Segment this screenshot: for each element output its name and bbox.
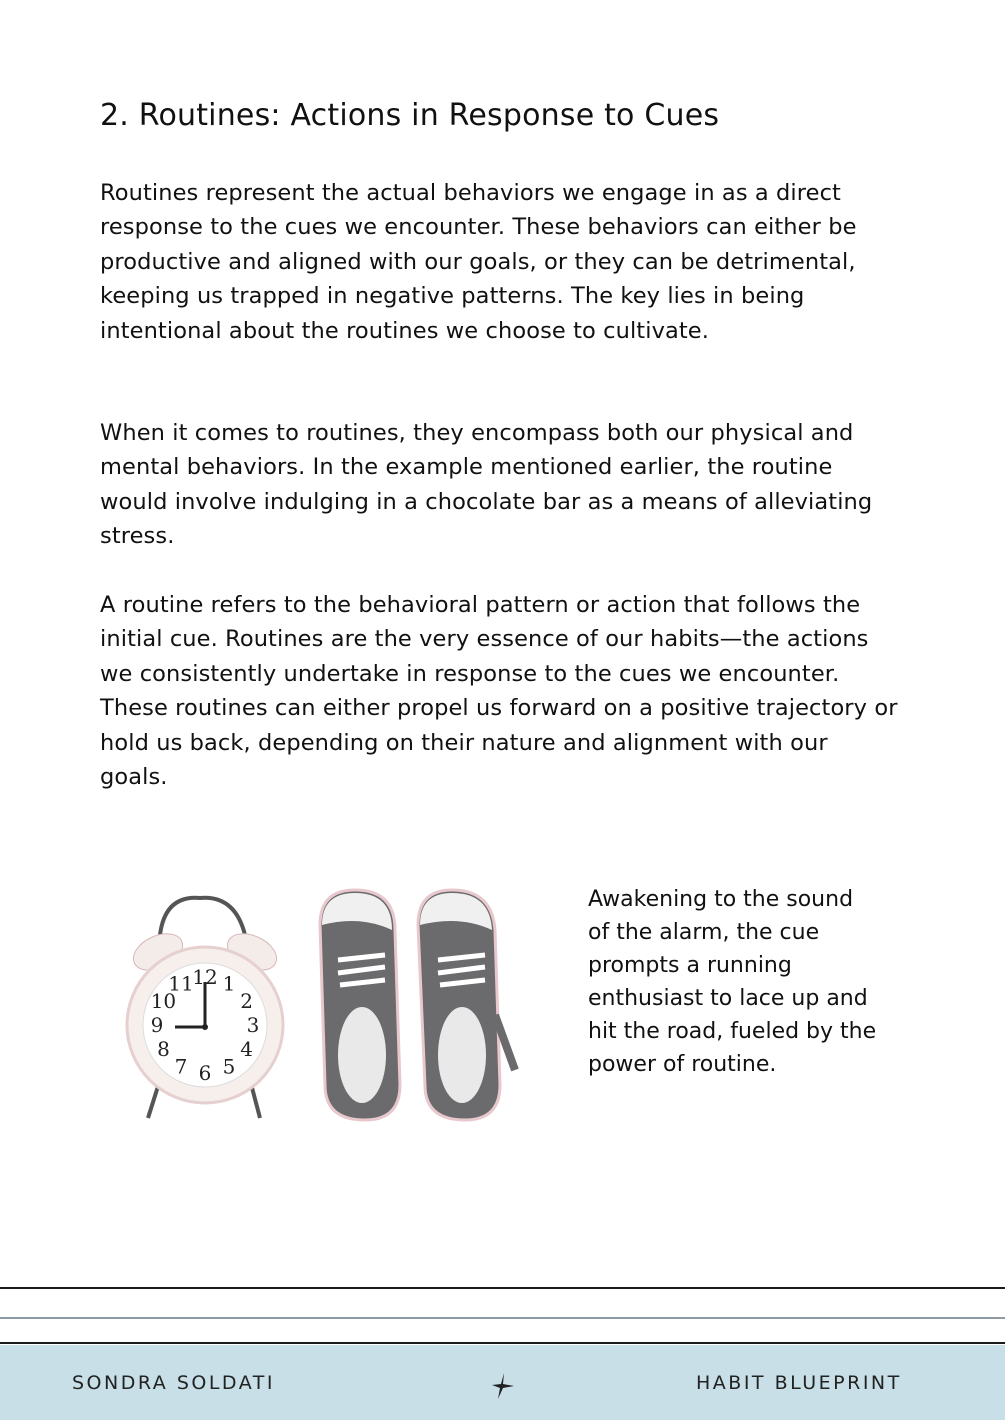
clock-numeral: 9 [150,1013,164,1037]
divider-middle [0,1317,1005,1319]
footer-title: HABIT BLUEPRINT [696,1372,902,1394]
clock-numeral: 8 [157,1037,170,1061]
sneakers-image [300,885,525,1130]
clock-numeral: 12 [192,965,218,989]
clock-numeral: 1 [222,971,236,996]
section-heading: 2. Routines: Actions in Response to Cues [100,98,720,133]
divider-bottom [0,1342,1005,1344]
left-shoe [320,890,400,1120]
footer-author: SONDRA SOLDATI [72,1372,275,1394]
clock-numeral: 2 [240,989,253,1013]
clock-numeral: 5 [222,1054,236,1079]
clock-numeral: 10 [150,989,177,1013]
clock-numeral: 11 [168,971,194,996]
right-shoe [418,890,515,1120]
footer [0,1345,1005,1420]
paragraph-2: When it comes to routines, they encompass both our physical and mental behaviors. In the example mentioned earlier, the routine would involve indulging in a chocolate bar as a means of alleviating stress. [100,420,873,550]
paragraph-3: A routine refers to the behavioral pattern or action that follows the initial cue. Routines are the very essence of our habits—the actions we consistently undertake in response to the cues we encounter. These routines can either propel us forward on a positive trajectory or hold us back, depending on their nature and alignment with our goals. [100,592,898,791]
clock-numeral: 6 [198,1061,212,1085]
clock-numeral: 3 [246,1013,260,1037]
clock-numeral: 4 [240,1037,253,1061]
paragraph-1: Routines represent the actual behaviors we engage in as a direct response to the cues we encounter. These behaviors can either be productive and aligned with our goals, or they can be detrimental, keeping us trapped in negative patterns. The key lies in being intentional about the routines we choose to cultivate. [100,180,857,344]
clock-numeral: 7 [174,1054,188,1079]
alarm-clock-image [120,890,290,1130]
image-caption: Awakening to the sound of the alarm, the cue prompts a running enthusiast to lace up and hit the road, fueled by the power of routine. [588,887,877,1077]
star-icon [490,1373,514,1399]
divider-top [0,1287,1005,1289]
